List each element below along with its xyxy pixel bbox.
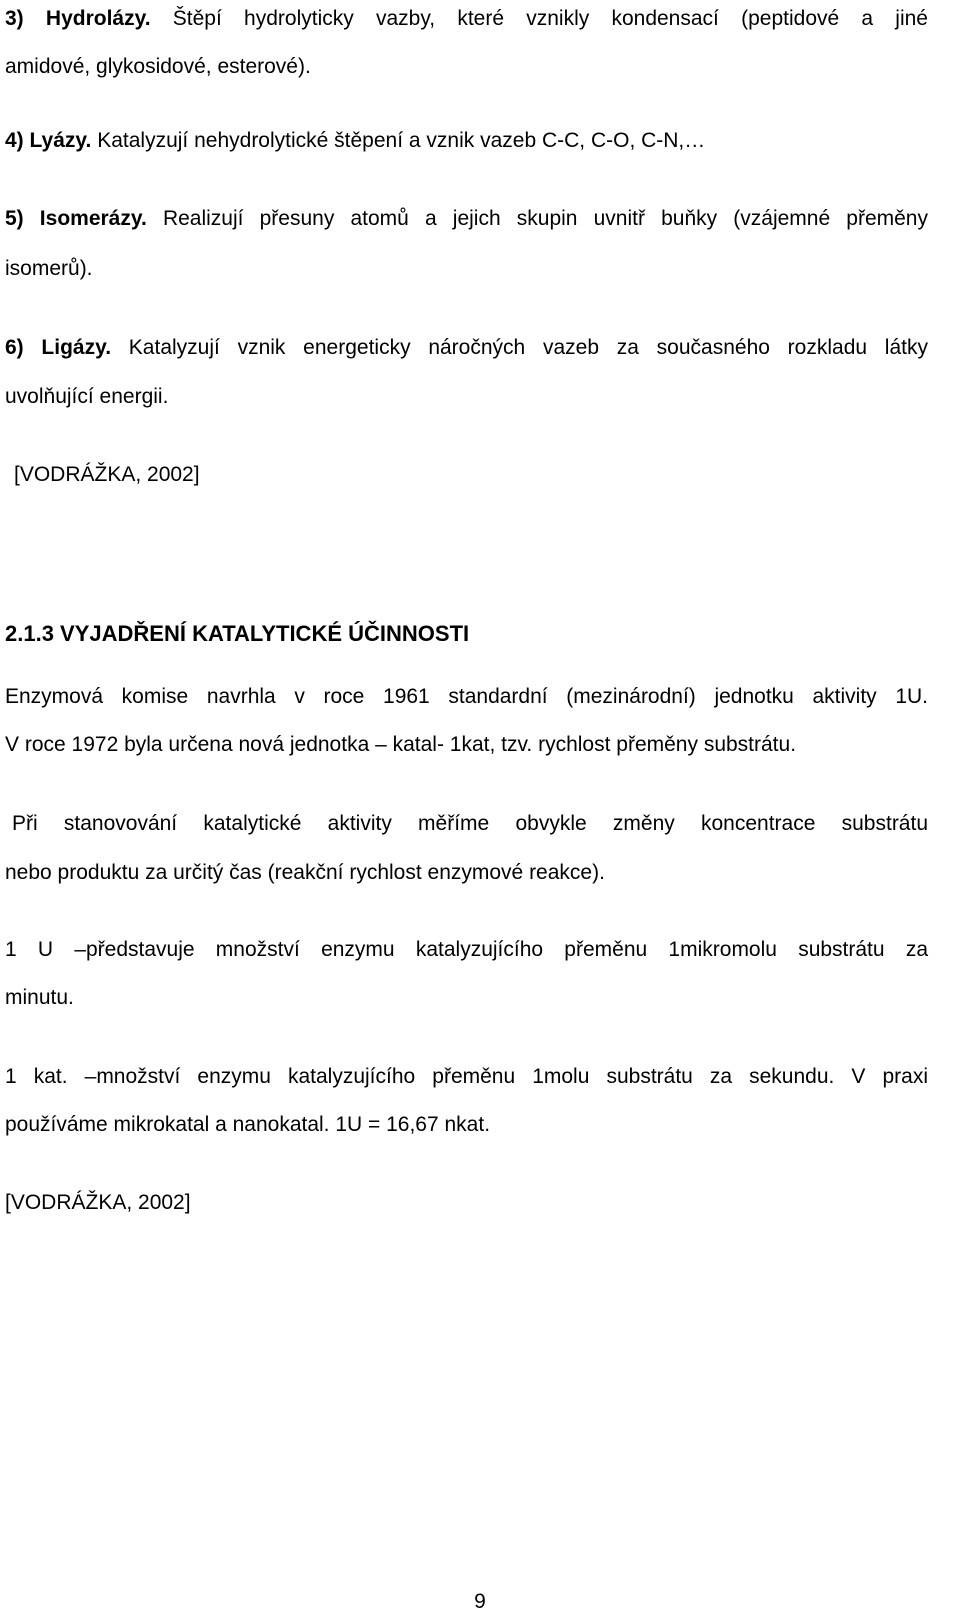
hydrolases-line1: [5, 6, 928, 32]
lyases-label: 4) Lyázy.: [5, 129, 92, 152]
citation-1: [VODRÁŽKA, 2002]: [14, 463, 200, 486]
para1-line2: V roce 1972 byla určena nová jednotka – katal- 1kat, tzv. rychlost přeměny substrátu.: [5, 733, 797, 756]
hydrolases-line2: amidové, glykosidové, esterové).: [5, 55, 311, 78]
ligases-text: Katalyzují vznik energeticky náročných vazeb za současného rozkladu látky: [128, 336, 928, 359]
hydrolases-text: Štěpí hydrolyticky vazby, které vznikly kondensací (peptidové a jiné: [172, 7, 928, 30]
para3-line1: 1 U –představuje množství enzymu katalyzujícího přeměnu 1mikromolu substrátu za: [5, 938, 928, 961]
lyases-line: [5, 128, 705, 154]
lyases-text: Katalyzují nehydrolytické štěpení a vznik vazeb C-C, C-O, C-N,…: [97, 129, 706, 152]
hydrolases-label: 3) Hydrolázy.: [5, 7, 151, 30]
isomerases-label: 5) Isomerázy.: [5, 207, 147, 230]
citation-2: [VODRÁŽKA, 2002]: [5, 1191, 191, 1214]
isomerases-line2: isomerů).: [5, 257, 93, 280]
ligases-line2: uvolňující energii.: [5, 385, 169, 408]
section-heading: 2.1.3 VYJADŘENÍ KATALYTICKÉ ÚČINNOSTI: [5, 621, 470, 646]
page-number: 9: [474, 1590, 486, 1613]
para2-line2: nebo produktu za určitý čas (reakční rychlost enzymové reakce).: [5, 861, 605, 884]
para4-line2: používáme mikrokatal a nanokatal. 1U = 16,67 nkat.: [5, 1113, 491, 1136]
para1-line1: Enzymová komise navrhla v roce 1961 standardní (mezinárodní) jednotku aktivity 1U.: [5, 685, 928, 708]
isomerases-line1: [5, 206, 928, 232]
para3-line2: minutu.: [5, 986, 74, 1009]
isomerases-text: Realizují přesuny atomů a jejich skupin uvnitř buňky (vzájemné přeměny: [162, 207, 928, 230]
para4-line1: 1 kat. –množství enzymu katalyzujícího přeměnu 1molu substrátu za sekundu. V praxi: [5, 1065, 928, 1088]
ligases-line1: [5, 335, 928, 361]
para2-line1: Při stanovování katalytické aktivity měříme obvykle změny koncentrace substrátu: [12, 812, 928, 835]
ligases-label: 6) Ligázy.: [5, 336, 112, 359]
